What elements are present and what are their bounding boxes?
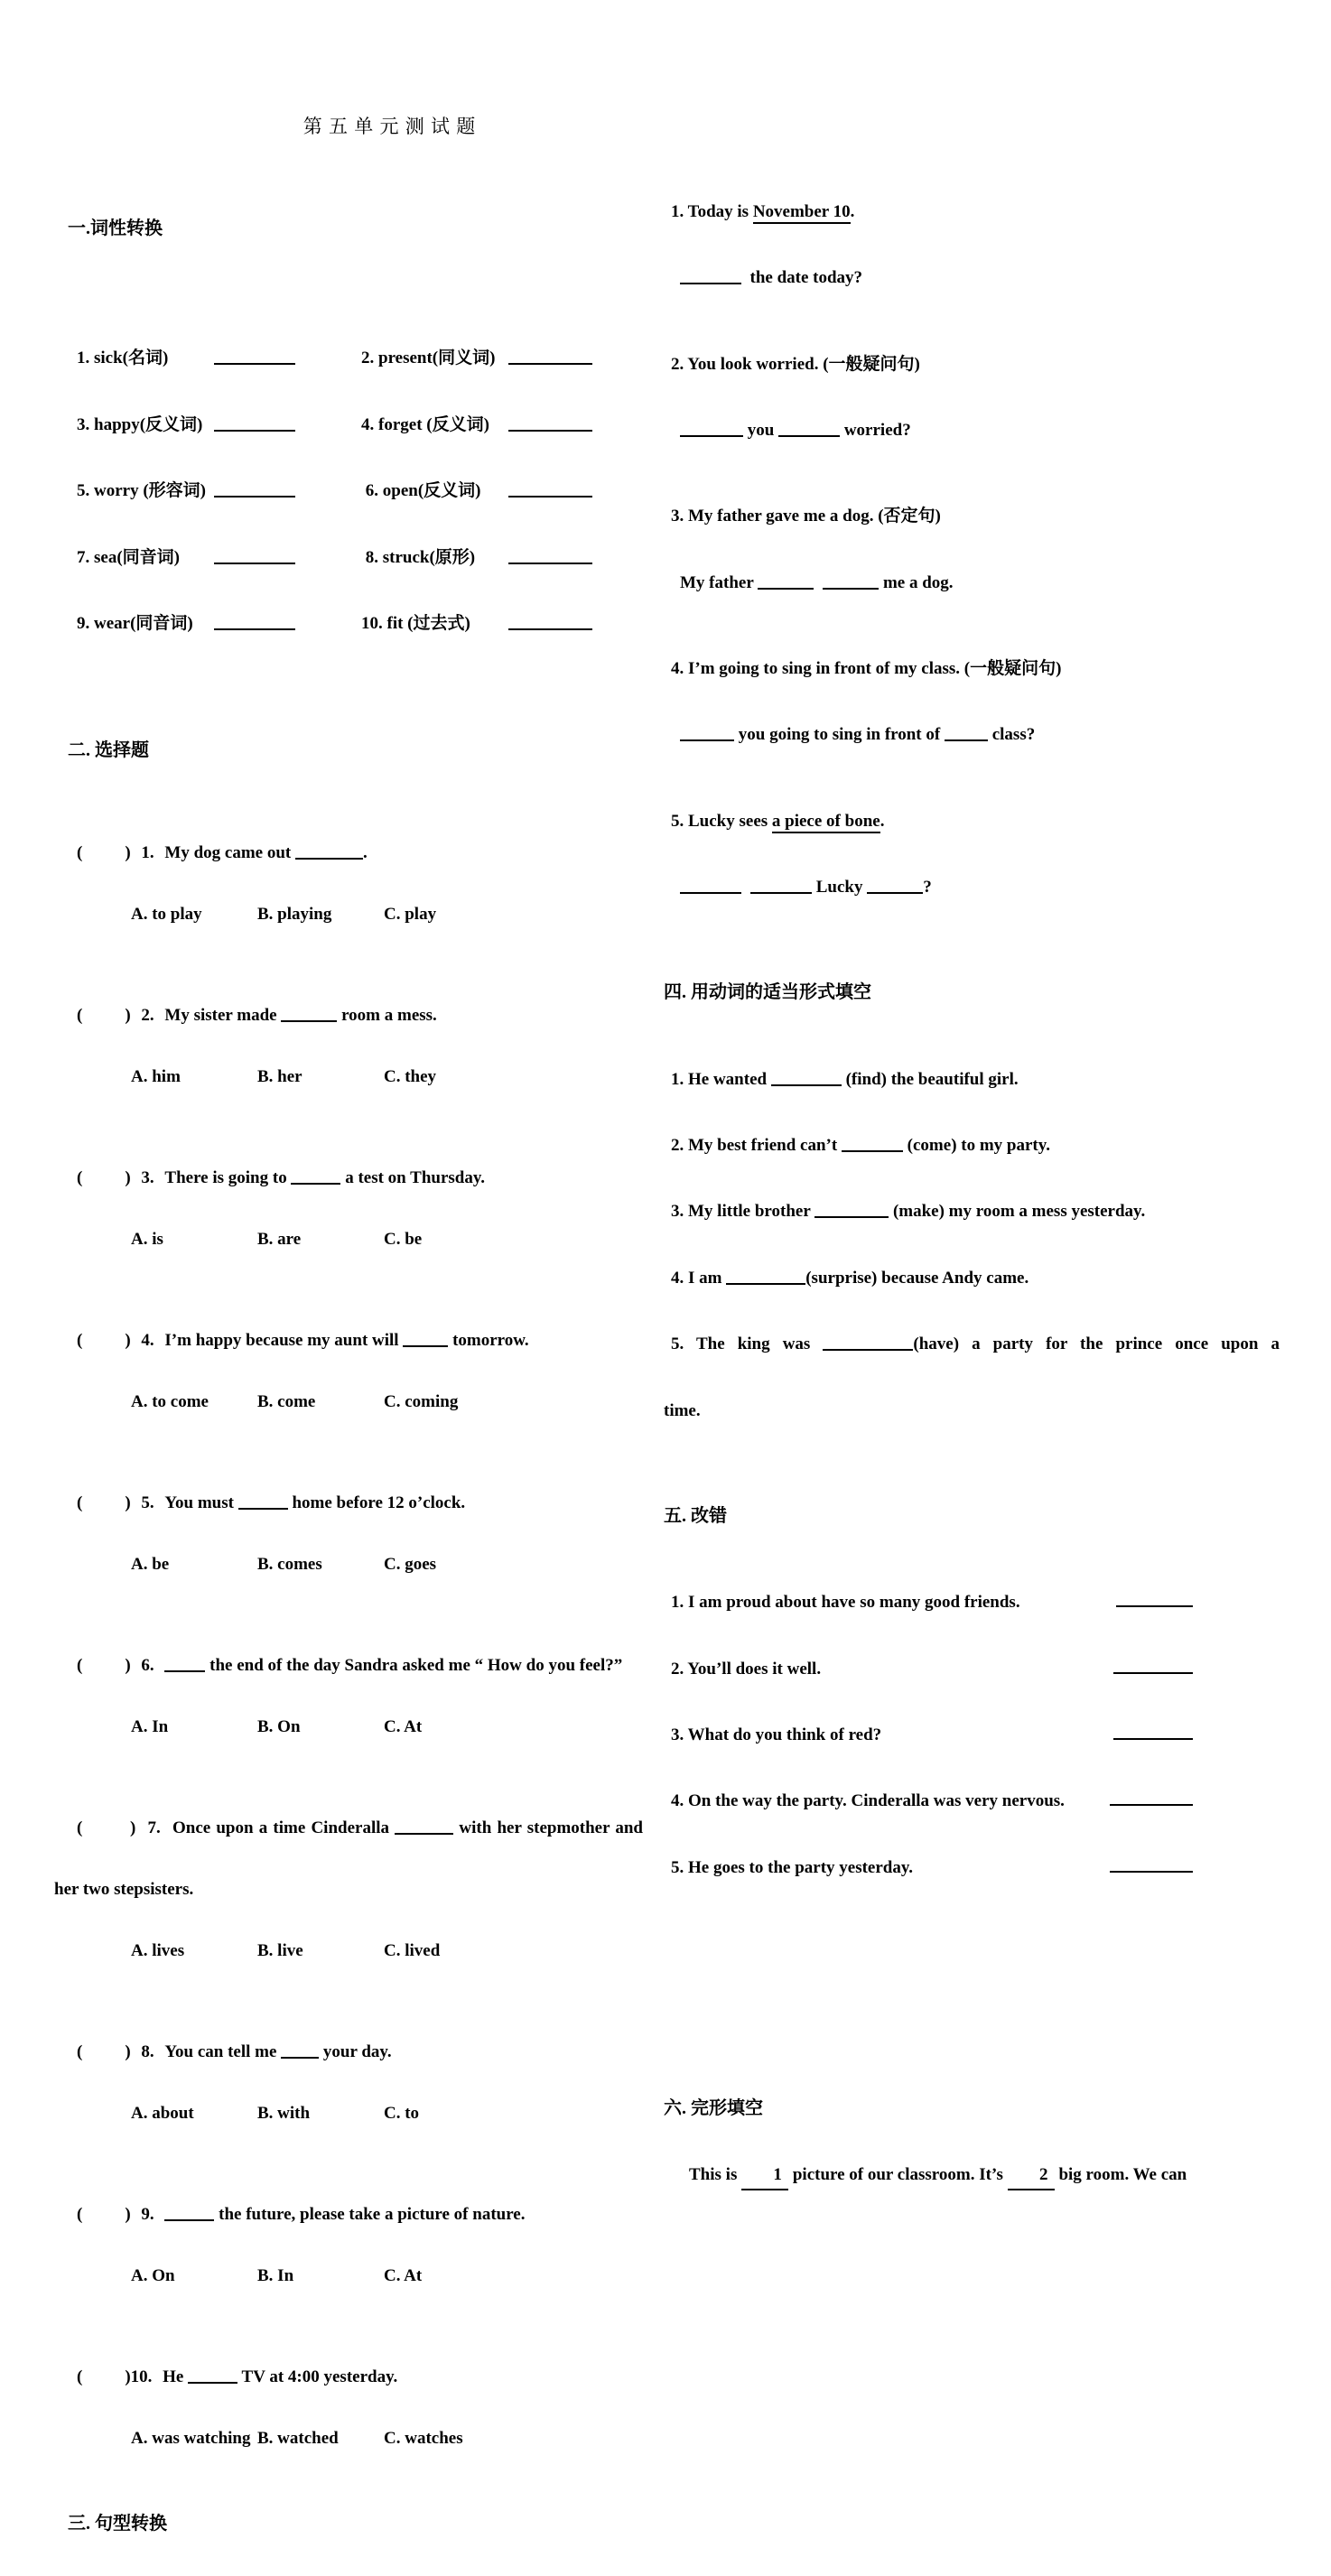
- question-text: TV at 4:00 yesterday.: [237, 2367, 398, 2386]
- answer-blank: [680, 271, 741, 284]
- cloze-text: big room. We can: [1054, 2165, 1187, 2185]
- answer-blank: [771, 1073, 842, 1086]
- answer-blank: [823, 576, 879, 590]
- question-text: Once upon a time Cinderalla: [172, 1818, 396, 1837]
- options-row: [131, 1554, 643, 1576]
- options-row: [131, 1391, 643, 1413]
- word-item-label: 3. happy(反义词): [77, 414, 203, 434]
- choice-question-9: [54, 2204, 643, 2226]
- answer-blank: [188, 2370, 237, 2384]
- right-column-content: [664, 40, 1280, 2250]
- sentence-text: 1. He wanted: [671, 1069, 771, 1089]
- option-b: B. In: [257, 2265, 294, 2285]
- page-title: 第 五 单 元 测 试 题: [302, 116, 476, 137]
- answer-blank: [238, 1496, 288, 1510]
- sentence-text: 5. Lucky sees: [671, 811, 772, 831]
- answer-blank: [214, 484, 295, 498]
- question-text: I’m happy because my aunt will: [164, 1330, 404, 1350]
- sentence-text: 5. The king was: [671, 1334, 824, 1354]
- verb-fill-item-2: [664, 1132, 1280, 1158]
- answer-bracket: ( ) 9.: [77, 2204, 165, 2224]
- answer-bracket: ( ) 8.: [77, 2041, 165, 2061]
- word-item-label: 8. struck(原形): [361, 547, 476, 567]
- option-b: B. On: [257, 1716, 301, 1736]
- option-b: B. with: [257, 2103, 311, 2123]
- answer-blank: [778, 423, 840, 437]
- answer-blank: [281, 1009, 337, 1022]
- left-column: [54, 0, 643, 2576]
- answer-bracket: ( ) 3.: [77, 1167, 165, 1187]
- answer-blank: [214, 418, 295, 432]
- question-text: There is going to: [164, 1167, 292, 1187]
- option-a: A. was watching: [131, 2428, 251, 2448]
- answer-blank: [867, 880, 923, 894]
- answer-blank: [281, 2045, 319, 2059]
- word-item-label: 2. present(同义词): [361, 349, 496, 367]
- word-transform-row: [77, 610, 643, 637]
- option-b: B. watched: [257, 2428, 339, 2448]
- question-text: You must: [164, 1493, 238, 1512]
- answer-blank: [945, 728, 988, 741]
- transform-answer-1: [664, 265, 1280, 291]
- answer-blank: [164, 1659, 205, 1672]
- question-text: a test on Thursday.: [340, 1167, 486, 1187]
- transform-source-1: [664, 199, 1280, 225]
- transform-source-2: [664, 351, 1280, 377]
- choice-question-4: [54, 1330, 643, 1352]
- answer-blank: [295, 846, 363, 860]
- section-6-heading: 六. 完形填空: [664, 2097, 763, 2118]
- sentence-text: 2. My best friend can’t: [671, 1136, 842, 1156]
- sentence-text: 2. You look worried. (一般疑问句): [671, 354, 920, 374]
- option-a: A. On: [131, 2265, 175, 2285]
- correction-blank: [1113, 1660, 1193, 1674]
- word-transform-row: [77, 345, 643, 372]
- question-text: He: [163, 2367, 189, 2386]
- option-c: C. to: [384, 2103, 420, 2123]
- option-c: C. At: [384, 1716, 423, 1736]
- option-a: A. him: [131, 1066, 181, 1086]
- option-a: A. be: [131, 1554, 170, 1574]
- answer-bracket: ( ) 4.: [77, 1330, 165, 1350]
- answer-text: class?: [987, 725, 1036, 745]
- option-c: C. coming: [384, 1391, 459, 1411]
- transform-source-5: [664, 808, 1280, 834]
- underlined-phrase: a piece of bone: [772, 812, 880, 833]
- answer-blank: [758, 576, 814, 590]
- answer-text: the date today?: [741, 268, 863, 288]
- option-b: B. come: [257, 1391, 316, 1411]
- correction-blank: [1110, 1859, 1193, 1873]
- sentence-text: 3. My father gave me a dog. (否定句): [671, 507, 941, 526]
- choice-question-8: [54, 2041, 643, 2063]
- sentence-text: 4. I’m going to sing in front of my class. (一般疑问句): [671, 659, 1062, 679]
- answer-bracket: ( ) 5.: [77, 1493, 165, 1512]
- section-4-heading: 四. 用动词的适当形式填空: [664, 982, 871, 1003]
- options-row: [131, 1716, 643, 1738]
- transform-answer-4: [664, 721, 1280, 748]
- transform-source-4: [664, 656, 1280, 682]
- option-c: C. be: [384, 1229, 423, 1249]
- sentence-text: .: [880, 811, 885, 831]
- section-2-heading: 二. 选择题: [68, 739, 149, 760]
- error-item-4: [664, 1788, 1193, 1814]
- sentence-text: (come) to my party.: [902, 1136, 1050, 1156]
- transform-source-3: [664, 503, 1280, 529]
- option-b: B. comes: [257, 1554, 322, 1574]
- answer-blank: [680, 423, 743, 437]
- word-transform-grid: [77, 305, 643, 677]
- answer-text: My father: [680, 572, 759, 592]
- question-text: the end of the day Sandra asked me “ How do you feel?”: [205, 1655, 623, 1675]
- option-a: A. is: [131, 1229, 163, 1249]
- cloze-text-line: [664, 2162, 1280, 2190]
- choice-question-1: [54, 842, 643, 864]
- word-item-label: 9. wear(同音词): [77, 614, 193, 634]
- answer-blank: [291, 1171, 340, 1185]
- question-text: your day.: [319, 2041, 392, 2061]
- section-1-heading: 一.词性转换: [68, 219, 163, 238]
- answer-blank: [508, 617, 592, 630]
- transform-answer-2: [664, 417, 1280, 443]
- answer-bracket: ( ) 7.: [77, 1818, 172, 1837]
- answer-blank: [842, 1139, 903, 1152]
- error-item-1: [664, 1589, 1193, 1615]
- answer-blank: [508, 551, 592, 564]
- options-row: [131, 1229, 643, 1251]
- word-item-label: 6. open(反义词): [361, 481, 481, 501]
- verb-fill-item-5-continuation: time.: [664, 1400, 701, 1420]
- answer-text: you going to sing in front of: [734, 725, 945, 745]
- underlined-phrase: November 10: [753, 202, 851, 224]
- option-c: C. goes: [384, 1554, 437, 1574]
- answer-bracket: ( ) 6.: [77, 1655, 165, 1675]
- error-sentence: 3. What do you think of red?: [671, 1725, 882, 1744]
- option-a: A. about: [131, 2103, 194, 2123]
- sentence-text: (make) my room a mess yesterday.: [889, 1202, 1146, 1222]
- answer-blank: [680, 880, 741, 894]
- option-c: C. lived: [384, 1940, 441, 1960]
- error-item-3: [664, 1722, 1193, 1748]
- answer-blank: [750, 880, 812, 894]
- word-item-label: 5. worry (形容词): [77, 481, 206, 501]
- section-5-heading: 五. 改错: [664, 1505, 727, 1526]
- error-sentence: 4. On the way the party. Cinderalla was very nervous.: [671, 1791, 1065, 1811]
- answer-text: worried?: [840, 421, 911, 441]
- answer-blank: [823, 1337, 913, 1351]
- question-text: You can tell me: [164, 2041, 282, 2061]
- cloze-blank-2: 2: [1008, 2162, 1055, 2190]
- word-transform-row: [77, 544, 643, 572]
- answer-bracket: ( )10.: [77, 2367, 163, 2386]
- option-b: B. her: [257, 1066, 302, 1086]
- option-c: C. play: [384, 904, 437, 924]
- question-text: room a mess.: [337, 1005, 437, 1025]
- sentence-text: (find) the beautiful girl.: [841, 1069, 1019, 1089]
- word-item-label: 1. sick(名词): [77, 349, 169, 367]
- answer-blank: [508, 351, 592, 365]
- answer-bracket: ( ) 2.: [77, 1005, 165, 1025]
- answer-text: you: [743, 421, 779, 441]
- sentence-text: 4. I am: [671, 1268, 727, 1288]
- sentence-text: 3. My little brother: [671, 1202, 815, 1222]
- options-row: [131, 2265, 643, 2287]
- correction-blank: [1110, 1792, 1193, 1806]
- answer-bracket: ( ) 1.: [77, 842, 165, 862]
- question-text: with her stepmother and: [453, 1818, 643, 1837]
- answer-blank: [395, 1821, 453, 1835]
- options-row: [131, 2103, 643, 2125]
- question-text: My dog came out: [164, 842, 295, 862]
- answer-blank: [214, 551, 295, 564]
- verb-fill-item-3: [664, 1198, 1280, 1224]
- choice-question-2: [54, 1005, 643, 1027]
- choice-question-5: [54, 1493, 643, 1514]
- sentence-text: 1. Today is: [671, 202, 753, 221]
- options-row: [131, 2428, 643, 2450]
- section-3-heading: 三. 句型转换: [68, 2513, 167, 2534]
- answer-blank: [403, 1334, 448, 1347]
- option-b: B. live: [257, 1940, 303, 1960]
- error-item-5: [664, 1855, 1193, 1881]
- answer-blank: [814, 1204, 889, 1218]
- option-a: A. to play: [131, 904, 202, 924]
- sentence-text: (surprise) because Andy came.: [805, 1268, 1029, 1288]
- question-text: tomorrow.: [448, 1330, 529, 1350]
- word-transform-row: [77, 412, 643, 439]
- answer-blank: [508, 484, 592, 498]
- answer-text: me a dog.: [879, 572, 954, 592]
- sentence-text: (have) a party for the prince once upon a: [913, 1334, 1280, 1354]
- transform-answer-5: [664, 874, 1280, 900]
- verb-fill-item-5: [664, 1331, 1280, 1357]
- error-item-2: [664, 1656, 1193, 1682]
- answer-blank: [214, 617, 295, 630]
- choice-question-6: [54, 1655, 643, 1677]
- choice-question-7-continuation: her two stepsisters.: [54, 1879, 194, 1899]
- answer-text: ?: [923, 878, 932, 897]
- error-sentence: 2. You’ll does it well.: [671, 1659, 822, 1679]
- error-sentence: 1. I am proud about have so many good friends.: [671, 1593, 1020, 1613]
- word-transform-row: [77, 478, 643, 505]
- answer-blank: [726, 1271, 805, 1285]
- option-a: A. In: [131, 1716, 169, 1736]
- answer-text: Lucky: [812, 878, 868, 897]
- word-item-label: 7. sea(同音词): [77, 547, 180, 567]
- correction-blank: [1116, 1594, 1193, 1607]
- options-row: [131, 904, 643, 925]
- right-column: [664, 0, 1280, 2290]
- option-a: A. to come: [131, 1391, 209, 1411]
- option-a: A. lives: [131, 1940, 185, 1960]
- choice-question-10: [54, 2367, 643, 2388]
- verb-fill-item-4: [664, 1265, 1280, 1291]
- verb-fill-item-1: [664, 1066, 1280, 1093]
- question-text: My sister made: [164, 1005, 282, 1025]
- error-sentence: 5. He goes to the party yesterday.: [671, 1857, 914, 1877]
- options-row: [131, 1940, 643, 1962]
- answer-blank: [508, 418, 592, 432]
- option-c: C. At: [384, 2265, 423, 2285]
- question-text: home before 12 o’clock.: [287, 1493, 466, 1512]
- correction-blank: [1113, 1726, 1193, 1740]
- options-row: [131, 1066, 643, 1088]
- answer-blank: [680, 728, 734, 741]
- question-text: the future, please take a picture of nature.: [214, 2204, 526, 2224]
- option-c: C. watches: [384, 2428, 463, 2448]
- cloze-text: picture of our classroom. It’s: [788, 2165, 1008, 2185]
- answer-blank: [164, 2208, 214, 2221]
- cloze-text: This is: [689, 2165, 742, 2185]
- word-item-label: 4. forget (反义词): [361, 414, 489, 434]
- sentence-text: .: [850, 202, 855, 221]
- cloze-blank-1: 1: [741, 2162, 788, 2190]
- answer-blank: [214, 351, 295, 365]
- choice-question-3: [54, 1167, 643, 1189]
- word-item-label: 10. fit (过去式): [361, 614, 470, 634]
- option-c: C. they: [384, 1066, 437, 1086]
- choice-question-7: [54, 1818, 643, 1839]
- option-b: B. playing: [257, 904, 332, 924]
- option-b: B. are: [257, 1229, 302, 1249]
- transform-answer-3: [664, 570, 1280, 596]
- question-text: .: [363, 842, 368, 862]
